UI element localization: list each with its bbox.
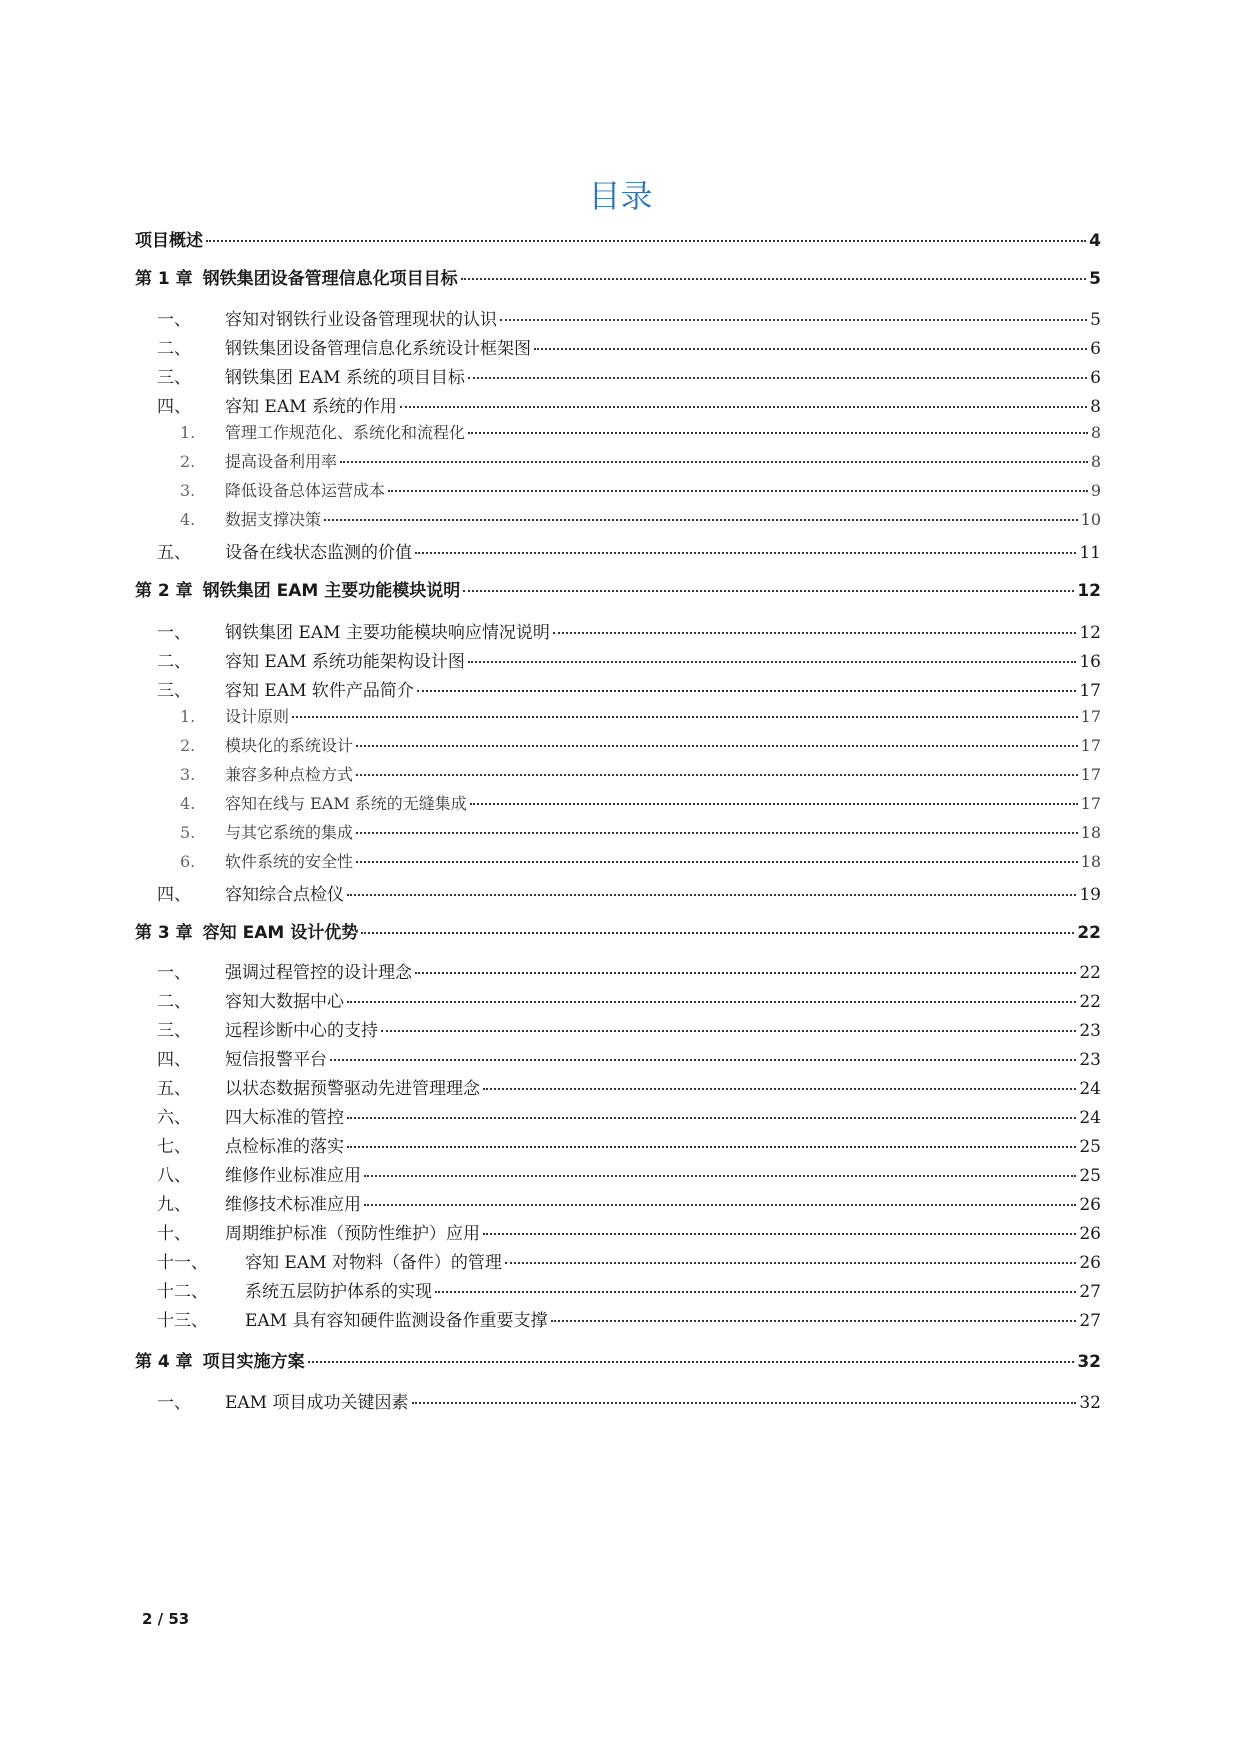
dot-leader — [500, 319, 1087, 321]
toc-entry-title: 钢铁集团 EAM 系统的项目目标 — [225, 368, 465, 388]
toc-chapter-entry[interactable] — [135, 918, 1101, 944]
dot-leader — [347, 1001, 1076, 1003]
toc-entry-page: 10 — [1080, 510, 1101, 529]
dot-leader — [463, 590, 1074, 592]
dot-leader — [461, 278, 1086, 280]
toc-subsection-entry[interactable] — [180, 420, 1101, 446]
toc-section-entry[interactable] — [157, 363, 1101, 389]
toc-entry-page: 8 — [1090, 423, 1101, 442]
toc-subsection-entry[interactable] — [180, 704, 1101, 730]
toc-entry-number: 九、 — [157, 1195, 191, 1215]
dot-leader — [468, 377, 1087, 379]
toc-entry-number: 1. — [180, 707, 196, 726]
dot-leader — [483, 1088, 1076, 1090]
dot-leader — [324, 519, 1078, 521]
toc-entry-number: 二、 — [157, 339, 191, 359]
toc-entry-page: 19 — [1079, 885, 1101, 905]
dot-leader — [356, 745, 1078, 747]
toc-entry-number: 4. — [180, 794, 196, 813]
toc-entry-title: 软件系统的安全性 — [225, 852, 354, 871]
dot-leader — [356, 861, 1078, 863]
toc-entry-page: 5 — [1089, 269, 1101, 289]
dot-leader — [347, 894, 1076, 896]
toc-entry-number: 四、 — [157, 397, 191, 417]
toc-entry-page: 6 — [1090, 368, 1101, 388]
toc-subsection-entry[interactable] — [180, 449, 1101, 475]
toc-entry-page: 4 — [1089, 231, 1101, 251]
toc-section-entry[interactable] — [157, 1074, 1101, 1100]
toc-entry-title: 容知在线与 EAM 系统的无缝集成 — [225, 794, 467, 813]
dot-leader — [468, 661, 1076, 663]
toc-entry-title: 钢铁集团 EAM 主要功能模块响应情况说明 — [225, 623, 550, 643]
toc-entry-number: 一、 — [157, 623, 191, 643]
toc-entry-page: 32 — [1079, 1393, 1101, 1413]
toc-section-entry[interactable] — [157, 1306, 1101, 1332]
dot-leader — [435, 1291, 1076, 1293]
toc-entry-number: 4. — [180, 510, 196, 529]
toc-entry-number: 第 4 章 — [135, 1352, 193, 1372]
dot-leader — [388, 490, 1088, 492]
toc-title: 目录 — [588, 177, 653, 215]
dot-leader — [361, 932, 1074, 934]
toc-section-entry[interactable] — [157, 1190, 1101, 1216]
toc-entry-title: 设计原则 — [225, 707, 290, 726]
toc-chapter-entry[interactable] — [135, 226, 1101, 252]
toc-entry-title: EAM 项目成功关键因素 — [225, 1393, 409, 1413]
dot-leader — [330, 1059, 1076, 1061]
toc-chapter-entry[interactable] — [135, 1347, 1101, 1373]
toc-entry-number: 二、 — [157, 652, 191, 672]
toc-entry-title: 容知 EAM 对物料（备件）的管理 — [245, 1253, 502, 1273]
toc-entry-number: 第 2 章 — [135, 581, 193, 601]
toc-section-entry[interactable] — [157, 647, 1101, 673]
toc-entry-title: 四大标准的管控 — [225, 1108, 344, 1128]
toc-subsection-entry[interactable] — [180, 733, 1101, 759]
toc-entry-page: 5 — [1090, 310, 1101, 330]
toc-entry-number: 第 1 章 — [135, 269, 193, 289]
toc-section-entry[interactable] — [157, 1016, 1101, 1042]
dot-leader — [412, 1402, 1077, 1404]
toc-entry-title: 容知综合点检仪 — [225, 885, 344, 905]
toc-entry-title: 容知 EAM 系统功能架构设计图 — [225, 652, 465, 672]
toc-entry-number: 十、 — [157, 1224, 191, 1244]
toc-entry-title: 周期维护标准（预防性维护）应用 — [225, 1224, 480, 1244]
toc-entry-page: 17 — [1080, 736, 1101, 755]
dot-leader — [505, 1262, 1076, 1264]
toc-entry-title: 点检标准的落实 — [225, 1137, 344, 1157]
toc-entry-title: 容知 EAM 系统的作用 — [225, 397, 397, 417]
dot-leader — [340, 461, 1088, 463]
toc-entry-number: 三、 — [157, 368, 191, 388]
toc-entry-title: 项目概述 — [135, 231, 203, 251]
toc-entry-page: 18 — [1080, 823, 1101, 842]
toc-entry-title: 强调过程管控的设计理念 — [225, 963, 412, 983]
toc-subsection-entry[interactable] — [180, 762, 1101, 788]
toc-entry-number: 三、 — [157, 681, 191, 701]
toc-subsection-entry[interactable] — [180, 791, 1101, 817]
toc-entry-page: 22 — [1079, 992, 1101, 1012]
toc-entry-page: 26 — [1079, 1195, 1101, 1215]
toc-subsection-entry[interactable] — [180, 820, 1101, 846]
dot-leader — [415, 972, 1076, 974]
dot-leader — [364, 1204, 1076, 1206]
toc-entry-page: 16 — [1079, 652, 1101, 672]
toc-entry-title: 降低设备总体运营成本 — [225, 481, 386, 500]
toc-section-entry[interactable] — [157, 958, 1101, 984]
toc-entry-number: 五、 — [157, 543, 191, 563]
dot-leader — [415, 552, 1076, 554]
toc-section-entry[interactable] — [157, 1219, 1101, 1245]
toc-entry-page: 23 — [1079, 1021, 1101, 1041]
dot-leader — [364, 1175, 1076, 1177]
toc-entry-page: 12 — [1079, 623, 1101, 643]
toc-entry-page: 8 — [1090, 452, 1101, 471]
toc-section-entry[interactable] — [157, 987, 1101, 1013]
toc-entry-page: 18 — [1080, 852, 1101, 871]
toc-entry-title: 钢铁集团设备管理信息化系统设计框架图 — [225, 339, 531, 359]
toc-entry-number: 第 3 章 — [135, 923, 193, 943]
toc-chapter-entry[interactable] — [135, 576, 1101, 602]
toc-entry-title: 兼容多种点检方式 — [225, 765, 354, 784]
toc-entry-page: 27 — [1079, 1311, 1101, 1331]
toc-section-entry[interactable] — [157, 1161, 1101, 1187]
toc-entry-number: 四、 — [157, 885, 191, 905]
toc-entry-page: 8 — [1090, 397, 1101, 417]
toc-entry-number: 五、 — [157, 1079, 191, 1099]
dot-leader — [470, 803, 1078, 805]
toc-entry-title: 容知 EAM 设计优势 — [202, 923, 359, 943]
toc-entry-number: 八、 — [157, 1166, 191, 1186]
toc-section-entry[interactable] — [157, 305, 1101, 331]
toc-entry-number: 一、 — [157, 1393, 191, 1413]
toc-entry-title: 容知大数据中心 — [225, 992, 344, 1012]
toc-entry-number: 6. — [180, 852, 196, 871]
toc-entry-number: 七、 — [157, 1137, 191, 1157]
dot-leader — [551, 1320, 1077, 1322]
toc-entry-title: 维修作业标准应用 — [225, 1166, 361, 1186]
toc-entry-page: 25 — [1079, 1166, 1101, 1186]
toc-entry-page: 32 — [1077, 1352, 1101, 1372]
toc-entry-title: 项目实施方案 — [202, 1352, 305, 1372]
toc-section-entry[interactable] — [157, 1388, 1101, 1414]
toc-entry-number: 一、 — [157, 310, 191, 330]
toc-section-entry[interactable] — [157, 538, 1101, 564]
toc-entry-title: 数据支撑决策 — [225, 510, 322, 529]
toc-section-entry[interactable] — [157, 1277, 1101, 1303]
toc-chapter-entry[interactable] — [135, 264, 1101, 290]
toc-entry-number: 三、 — [157, 1021, 191, 1041]
toc-entry-number: 十三、 — [157, 1311, 208, 1331]
dot-leader — [347, 1117, 1076, 1119]
dot-leader — [381, 1030, 1076, 1032]
dot-leader — [356, 832, 1078, 834]
toc-entry-number: 3. — [180, 765, 196, 784]
toc-section-entry[interactable] — [157, 334, 1101, 360]
toc-entry-title: 短信报警平台 — [225, 1050, 327, 1070]
toc-entry-page: 17 — [1079, 681, 1101, 701]
toc-subsection-entry[interactable] — [180, 507, 1101, 533]
toc-entry-number: 2. — [180, 452, 196, 471]
toc-entry-title: 与其它系统的集成 — [225, 823, 354, 842]
toc-entry-page: 26 — [1079, 1224, 1101, 1244]
dot-leader — [356, 774, 1078, 776]
toc-section-entry[interactable] — [157, 1248, 1101, 1274]
toc-entry-page: 26 — [1079, 1253, 1101, 1273]
toc-entry-title: 以状态数据预警驱动先进管理理念 — [225, 1079, 480, 1099]
toc-entry-number: 四、 — [157, 1050, 191, 1070]
toc-entry-page: 22 — [1079, 963, 1101, 983]
toc-entry-number: 六、 — [157, 1108, 191, 1128]
toc-entry-page: 25 — [1079, 1137, 1101, 1157]
toc-entry-page: 17 — [1080, 707, 1101, 726]
toc-entry-title: 维修技术标准应用 — [225, 1195, 361, 1215]
dot-leader — [308, 1361, 1075, 1363]
toc-entry-page: 17 — [1080, 765, 1101, 784]
toc-entry-number: 一、 — [157, 963, 191, 983]
toc-entry-number: 2. — [180, 736, 196, 755]
toc-entry-title: 设备在线状态监测的价值 — [225, 543, 412, 563]
dot-leader — [534, 348, 1087, 350]
toc-entry-page: 27 — [1079, 1282, 1101, 1302]
toc-entry-number: 1. — [180, 423, 196, 442]
toc-section-entry[interactable] — [157, 1045, 1101, 1071]
toc-entry-number: 3. — [180, 481, 196, 500]
dot-leader — [553, 632, 1076, 634]
toc-entry-title: 提高设备利用率 — [225, 452, 338, 471]
toc-entry-title: EAM 具有容知硬件监测设备作重要支撑 — [245, 1311, 548, 1331]
dot-leader — [347, 1146, 1076, 1148]
dot-leader — [483, 1233, 1076, 1235]
toc-entry-number: 5. — [180, 823, 196, 842]
dot-leader — [400, 406, 1087, 408]
toc-section-entry[interactable] — [157, 1103, 1101, 1129]
toc-section-entry[interactable] — [157, 1132, 1101, 1158]
toc-section-entry[interactable] — [157, 392, 1101, 418]
toc-entry-number: 十二、 — [157, 1282, 208, 1302]
toc-entry-title: 管理工作规范化、系统化和流程化 — [225, 423, 466, 442]
toc-entry-page: 12 — [1077, 581, 1101, 601]
dot-leader — [417, 690, 1076, 692]
toc-entry-title: 钢铁集团 EAM 主要功能模块说明 — [202, 581, 461, 601]
toc-entry-title: 容知对钢铁行业设备管理现状的认识 — [225, 310, 497, 330]
toc-entry-title: 钢铁集团设备管理信息化项目目标 — [202, 269, 458, 289]
toc-entry-page: 22 — [1077, 923, 1101, 943]
page-number: 2 / 53 — [142, 1610, 190, 1628]
toc-entry-page: 23 — [1079, 1050, 1101, 1070]
toc-entry-page: 24 — [1079, 1079, 1101, 1099]
dot-leader — [292, 716, 1078, 718]
toc-entry-title: 系统五层防护体系的实现 — [245, 1282, 432, 1302]
toc-entry-page: 11 — [1079, 543, 1101, 563]
toc-entry-page: 17 — [1080, 794, 1101, 813]
dot-leader — [468, 432, 1088, 434]
toc-entry-title: 容知 EAM 软件产品简介 — [225, 681, 414, 701]
toc-entry-number: 十一、 — [157, 1253, 208, 1273]
toc-entry-page: 24 — [1079, 1108, 1101, 1128]
toc-section-entry[interactable] — [157, 676, 1101, 702]
toc-entry-number: 二、 — [157, 992, 191, 1012]
toc-entry-page: 9 — [1090, 481, 1101, 500]
toc-entry-title: 远程诊断中心的支持 — [225, 1021, 378, 1041]
toc-section-entry[interactable] — [157, 880, 1101, 906]
toc-entry-title: 模块化的系统设计 — [225, 736, 354, 755]
toc-subsection-entry[interactable] — [180, 849, 1101, 875]
toc-entry-page: 6 — [1090, 339, 1101, 359]
toc-section-entry[interactable] — [157, 618, 1101, 644]
toc-subsection-entry[interactable] — [180, 478, 1101, 504]
dot-leader — [206, 240, 1086, 242]
